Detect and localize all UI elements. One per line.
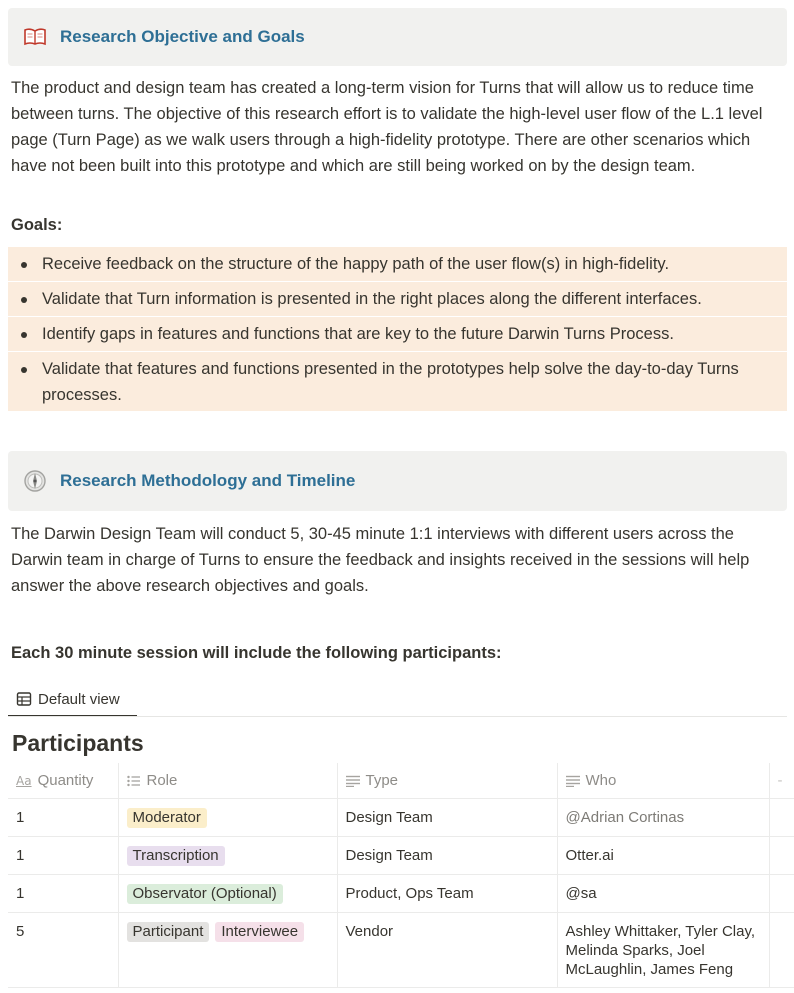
goal-text: Receive feedback on the structure of the happy path of the user flow(s) in high-fidelity. (42, 255, 670, 273)
cell-role[interactable] (118, 875, 337, 913)
role-tag[interactable]: Participant (127, 922, 210, 942)
cell-type[interactable]: Design Team (337, 799, 557, 837)
more-icon: - (777, 772, 783, 789)
goal-text: Identify gaps in features and functions that are key to the future Darwin Turns Process. (42, 325, 674, 343)
cell-role[interactable] (118, 837, 337, 875)
methodology-callout (8, 451, 787, 511)
column-header-quantity[interactable]: Aa Quantity (8, 763, 118, 799)
cell-who[interactable]: Ashley Whittaker, Tyler Clay, Melinda Sparks, Joel McLaughlin, James Feng (557, 913, 769, 988)
methodology-paragraph: The Darwin Design Team will conduct 5, 30-45 minute 1:1 interviews with different users across the Darwin team in charge of Turns to ensure the feedback and insights received in the sessions will help answer the above research objectives and goals. (11, 525, 750, 595)
methodology-heading: Research Methodology and Timeline (60, 471, 356, 490)
objective-callout (8, 8, 787, 66)
cell-quantity[interactable]: 1 (8, 799, 118, 837)
cell-role[interactable] (118, 913, 337, 988)
column-header-who[interactable]: Who (557, 763, 769, 799)
bullet-icon (21, 262, 27, 268)
list-icon (127, 775, 141, 787)
cell-type[interactable]: Design Team (337, 837, 557, 875)
cell-who[interactable]: @sa (557, 875, 769, 913)
title-property-icon: Aa (16, 773, 32, 788)
role-tag[interactable]: Transcription (127, 846, 225, 866)
column-header-role[interactable]: Role (118, 763, 337, 799)
database-title: Participants (12, 730, 144, 756)
table-row[interactable] (8, 913, 794, 988)
bullet-icon (21, 367, 27, 373)
objective-heading: Research Objective and Goals (60, 27, 305, 46)
cell-type[interactable]: Product, Ops Team (337, 875, 557, 913)
cell-role[interactable] (118, 799, 337, 837)
book-icon (22, 24, 48, 50)
cell-quantity[interactable]: 1 (8, 837, 118, 875)
cell-empty (769, 913, 794, 988)
table-row[interactable] (8, 875, 794, 913)
cell-quantity[interactable]: 5 (8, 913, 118, 988)
goal-item (8, 317, 787, 351)
role-tag[interactable]: Interviewee (215, 922, 304, 942)
bullet-icon (21, 332, 27, 338)
goal-text: Validate that features and functions presented in the prototypes help solve the day-to-day Turns processes. (42, 360, 739, 404)
cell-empty (769, 799, 794, 837)
cell-type[interactable]: Vendor (337, 913, 557, 988)
table-row[interactable] (8, 837, 794, 875)
table-header-row (8, 763, 794, 799)
goal-item (8, 247, 787, 281)
role-tag[interactable]: Moderator (127, 808, 207, 828)
add-column-button[interactable] (769, 763, 794, 799)
participants-table (8, 763, 794, 988)
goal-item (8, 282, 787, 316)
cell-empty (769, 837, 794, 875)
goal-text: Validate that Turn information is presented in the right places along the different interfaces. (42, 290, 702, 308)
table-row[interactable] (8, 799, 794, 837)
text-icon (346, 775, 360, 787)
compass-icon (22, 468, 48, 494)
session-heading: Each 30 minute session will include the following participants: (11, 644, 502, 662)
default-view-tab[interactable] (8, 683, 137, 717)
column-header-type[interactable]: Type (337, 763, 557, 799)
goal-item (8, 352, 787, 411)
role-tag[interactable]: Observator (Optional) (127, 884, 283, 904)
bullet-icon (21, 297, 27, 303)
default-view-label: Default view (38, 690, 120, 708)
cell-quantity[interactable]: 1 (8, 875, 118, 913)
objective-paragraph: The product and design team has created a long-term vision for Turns that will allow us to reduce time between turns. The objective of this research effort is to validate the high-level user flow of the L.1 level page (Turn Page) as we walk users through a high-fidelity prototype. There are other scenarios which have not been built into this prototype and which are still being worked on by the design team. (11, 79, 763, 175)
cell-who[interactable]: @Adrian Cortinas (557, 799, 769, 837)
cell-who[interactable]: Otter.ai (557, 837, 769, 875)
table-icon (16, 691, 32, 707)
goals-label: Goals: (11, 216, 63, 234)
cell-empty (769, 875, 794, 913)
divider (8, 716, 787, 717)
text-icon (566, 775, 580, 787)
